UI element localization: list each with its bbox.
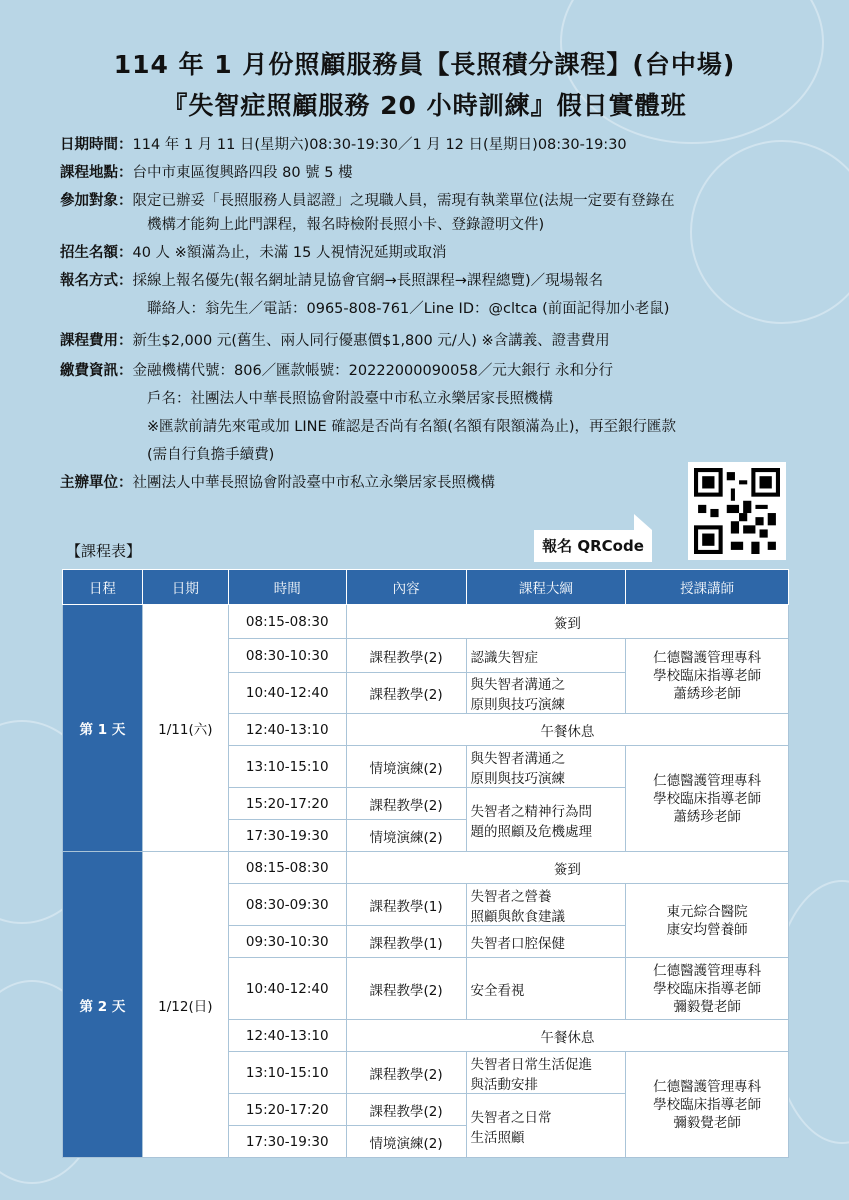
teacher-line: 學校臨床指導老師	[653, 668, 762, 684]
outline-line: 失智者之營養	[470, 888, 552, 905]
teacher-line: 學校臨床指導老師	[653, 790, 762, 807]
outline-cell	[466, 1052, 626, 1094]
header-teacher: 授課講師	[626, 570, 789, 605]
content-cell: 情境演練(2)	[346, 820, 466, 852]
signup-value: 採線上報名優先(報名網址請見協會官網→長照課程→課程總覽)／現場報名	[132, 273, 604, 289]
header-day: 日程	[63, 570, 143, 605]
content-cell: 課程教學(2)	[346, 788, 466, 820]
teacher-cell	[626, 884, 789, 958]
schedule-table	[62, 569, 789, 1158]
teacher-line: 彌毅覺老師	[673, 998, 741, 1015]
outline-cell	[466, 1094, 626, 1158]
schedule-label: 【課程表】	[66, 542, 142, 560]
time-cell: 10:40-12:40	[228, 673, 346, 714]
content-cell: 課程教學(2)	[346, 958, 466, 1020]
date-value: 114 年 1 月 11 日(星期六)08:30-19:30／1 月 12 日(星期日)08:30-19:30	[132, 137, 627, 153]
fee-label: 課程費用：	[60, 333, 133, 349]
outline-line: 題的照顧及危機處理	[470, 823, 592, 840]
teacher-line: 仁德醫護管理專科	[653, 772, 762, 789]
teacher-cell	[626, 958, 789, 1020]
header-date: 日期	[142, 570, 228, 605]
outline-line: 原則與技巧演練	[470, 697, 565, 713]
time-cell: 17:30-19:30	[228, 820, 346, 852]
date-cell: 1/11(六)	[142, 605, 228, 852]
sign-in-cell: 簽到	[346, 852, 788, 884]
teacher-line: 彌毅覺老師	[673, 1114, 741, 1131]
time-cell: 09:30-10:30	[228, 926, 346, 958]
payment-note: ※匯款前請先來電或加 LINE 確認是否尚有名額(名額有限額滿為止)，再至銀行匯款	[147, 419, 677, 435]
teacher-cell	[626, 746, 789, 852]
header-time: 時間	[228, 570, 346, 605]
quota-label: 招生名額：	[60, 245, 133, 261]
contact-value: 聯絡人：翁先生／電話：0965-808-761／Line ID：@cltca (前面記得加小老鼠)	[147, 301, 670, 317]
table-header-row	[63, 570, 789, 605]
outline-line: 原則與技巧演練	[470, 770, 565, 787]
day-cell: 第 2 天	[63, 852, 143, 1158]
organizer-label: 主辦單位：	[60, 475, 133, 491]
outline-cell	[466, 884, 626, 926]
table-row	[63, 605, 789, 639]
payment-label: 繳費資訊：	[60, 363, 133, 379]
time-cell: 17:30-19:30	[228, 1126, 346, 1158]
header-outline: 課程大綱	[466, 570, 626, 605]
time-cell: 15:20-17:20	[228, 788, 346, 820]
payment-note-cont: (需自行負擔手續費)	[147, 447, 275, 463]
fee-value: 新生$2,000 元(舊生、兩人同行優惠價$1,800 元/人) ※含講義、證書費用	[132, 333, 610, 349]
date-label: 日期時間：	[60, 137, 133, 153]
page-title: 114 年 1 月份照顧服務員【長照積分課程】(台中場)	[113, 50, 736, 79]
teacher-line: 蕭綉珍老師	[673, 808, 741, 825]
outline-cell	[466, 788, 626, 852]
time-cell: 08:15-08:30	[228, 852, 346, 884]
content-cell: 課程教學(1)	[346, 926, 466, 958]
time-cell: 13:10-15:10	[228, 1052, 346, 1094]
time-cell: 15:20-17:20	[228, 1094, 346, 1126]
header-content: 內容	[346, 570, 466, 605]
outline-line: 生活照顧	[470, 1129, 525, 1146]
page-subtitle: 『失智症照顧服務 20 小時訓練』假日實體班	[162, 91, 687, 120]
time-cell: 13:10-15:10	[228, 746, 346, 788]
content-cell: 課程教學(2)	[346, 1052, 466, 1094]
organizer-value: 社團法人中華長照協會附設臺中市私立永樂居家長照機構	[132, 475, 495, 491]
outline-cell: 安全看視	[466, 958, 626, 1020]
course-info	[60, 134, 800, 496]
teacher-line: 仁德醫護管理專科	[653, 650, 762, 666]
qr-label: 報名 QRCode	[534, 530, 652, 562]
teacher-cell	[626, 639, 789, 714]
content-cell: 情境演練(2)	[346, 746, 466, 788]
place-value: 台中市東區復興路四段 80 號 5 樓	[132, 165, 353, 181]
time-cell: 10:40-12:40	[228, 958, 346, 1020]
date-cell: 1/12(日)	[142, 852, 228, 1158]
lunch-cell: 午餐休息	[346, 714, 788, 746]
day-cell: 第 1 天	[63, 605, 143, 852]
outline-cell	[466, 673, 626, 714]
place-label: 課程地點：	[60, 165, 133, 181]
account-name: 戶名：社團法人中華長照協會附設臺中市私立永樂居家長照機構	[147, 391, 553, 407]
time-cell: 08:15-08:30	[228, 605, 346, 639]
target-value-cont: 機構才能夠上此門課程，報名時檢附長照小卡、登錄證明文件)	[147, 217, 545, 233]
table-row	[63, 852, 789, 884]
time-cell: 12:40-13:10	[228, 1020, 346, 1052]
teacher-line: 學校臨床指導老師	[653, 1096, 762, 1113]
time-cell: 08:30-10:30	[228, 639, 346, 673]
teacher-cell	[626, 1052, 789, 1158]
content-cell: 情境演練(2)	[346, 1126, 466, 1158]
target-label: 參加對象：	[60, 193, 133, 209]
quota-value: 40 人 ※額滿為止，未滿 15 人視情況延期或取消	[132, 245, 447, 261]
time-cell: 08:30-09:30	[228, 884, 346, 926]
outline-line: 失智者日常生活促進	[470, 1056, 592, 1073]
outline-line: 失智者之精神行為問	[470, 803, 592, 820]
sign-in-cell: 簽到	[346, 605, 788, 639]
content-cell: 課程教學(2)	[346, 1094, 466, 1126]
outline-cell	[466, 746, 626, 788]
lunch-cell: 午餐休息	[346, 1020, 788, 1052]
outline-line: 與活動安排	[470, 1076, 538, 1093]
outline-cell: 認識失智症	[466, 639, 626, 673]
qr-label-pointer	[634, 514, 652, 530]
teacher-line: 仁德醫護管理專科	[653, 1078, 762, 1095]
teacher-line: 學校臨床指導老師	[653, 980, 762, 997]
content-cell: 課程教學(1)	[346, 884, 466, 926]
qr-code-icon	[694, 468, 780, 554]
outline-cell: 失智者口腔保健	[466, 926, 626, 958]
teacher-line: 康安均營養師	[666, 921, 748, 938]
outline-line: 與失智者溝通之	[470, 677, 565, 693]
content-cell: 課程教學(2)	[346, 639, 466, 673]
teacher-line: 東元綜合醫院	[666, 903, 748, 920]
signup-label: 報名方式：	[60, 273, 133, 289]
content-cell: 課程教學(2)	[346, 673, 466, 714]
target-value: 限定已辦妥「長照服務人員認證」之現職人員，需現有執業單位(法規一定要有登錄在	[132, 193, 675, 209]
outline-line: 失智者之日常	[470, 1109, 552, 1126]
payment-value: 金融機構代號：806／匯款帳號：20222000090058／元大銀行 永和分行	[132, 363, 613, 379]
time-cell: 12:40-13:10	[228, 714, 346, 746]
outline-line: 與失智者溝通之	[470, 750, 565, 767]
outline-line: 照顧與飲食建議	[470, 908, 565, 925]
teacher-line: 仁德醫護管理專科	[653, 962, 762, 979]
signup-qr-code[interactable]	[688, 462, 786, 560]
teacher-line: 蕭綉珍老師	[673, 686, 741, 702]
